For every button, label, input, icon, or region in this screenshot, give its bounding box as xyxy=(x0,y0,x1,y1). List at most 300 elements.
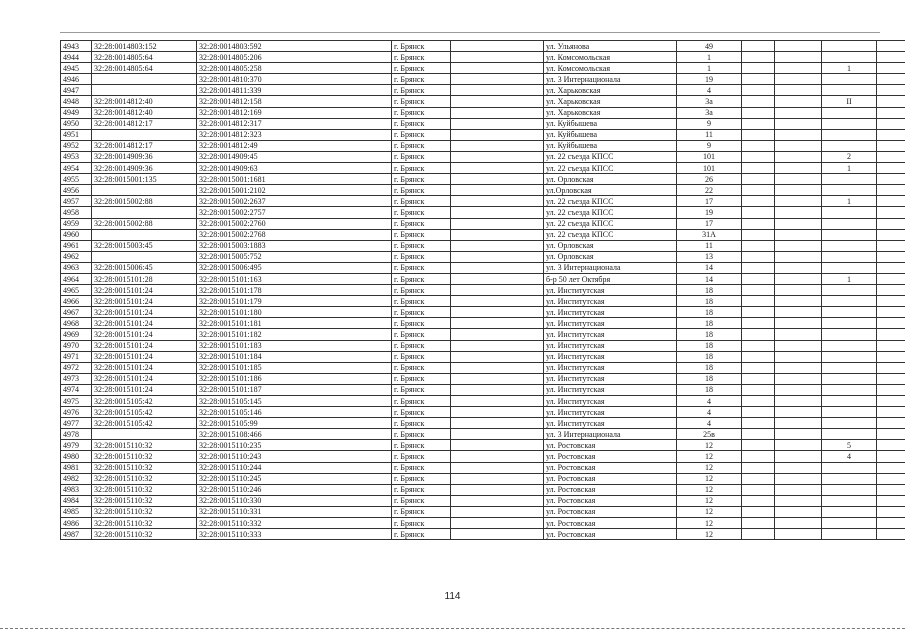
empty-cell xyxy=(775,273,822,284)
empty-cell xyxy=(775,362,822,373)
empty-cell xyxy=(775,207,822,218)
city-cell: г. Брянск xyxy=(392,418,451,429)
city-cell: г. Брянск xyxy=(392,340,451,351)
house-number-cell: 101 xyxy=(677,151,742,162)
empty-cell xyxy=(742,262,775,273)
apartment-cell xyxy=(822,229,877,240)
table-row xyxy=(61,407,905,418)
empty-cell xyxy=(775,329,822,340)
object-cadastral-cell: 32:28:0015101:185 xyxy=(197,362,392,373)
empty-cell xyxy=(775,52,822,63)
street-cell: ул. 22 съезда КПСС xyxy=(544,196,677,207)
apartment-cell xyxy=(822,384,877,395)
city-cell: г. Брянск xyxy=(392,151,451,162)
street-cell: ул. Ростовская xyxy=(544,495,677,506)
city-cell: г. Брянск xyxy=(392,307,451,318)
street-cell: ул. Комсомольская xyxy=(544,63,677,74)
object-cadastral-cell: 32:28:0015105:146 xyxy=(197,407,392,418)
empty-cell xyxy=(877,407,905,418)
parcel-cadastral-cell: 32:28:0014812:40 xyxy=(92,96,197,107)
row-number-cell: 4961 xyxy=(61,240,92,251)
table-row xyxy=(61,384,905,395)
parcel-cadastral-cell: 32:28:0015110:32 xyxy=(92,462,197,473)
city-cell: г. Брянск xyxy=(392,41,451,52)
empty-cell xyxy=(775,451,822,462)
empty-cell xyxy=(877,85,905,96)
object-cadastral-cell: 32:28:0014812:169 xyxy=(197,107,392,118)
empty-cell xyxy=(775,318,822,329)
empty-cell xyxy=(877,96,905,107)
empty-cell xyxy=(451,318,544,329)
table-row xyxy=(61,440,905,451)
empty-cell xyxy=(877,307,905,318)
empty-cell xyxy=(451,285,544,296)
house-number-cell: 17 xyxy=(677,196,742,207)
object-cadastral-cell: 32:28:0015110:235 xyxy=(197,440,392,451)
empty-cell xyxy=(742,418,775,429)
empty-cell xyxy=(877,174,905,185)
object-cadastral-cell: 32:28:0015006:495 xyxy=(197,262,392,273)
table-row xyxy=(61,495,905,506)
table-row xyxy=(61,307,905,318)
row-number-cell: 4953 xyxy=(61,151,92,162)
empty-cell xyxy=(742,185,775,196)
city-cell: г. Брянск xyxy=(392,318,451,329)
apartment-cell xyxy=(822,140,877,151)
city-cell: г. Брянск xyxy=(392,262,451,273)
empty-cell xyxy=(742,74,775,85)
empty-cell xyxy=(775,41,822,52)
parcel-cadastral-cell: 32:28:0015101:24 xyxy=(92,384,197,395)
row-number-cell: 4966 xyxy=(61,296,92,307)
city-cell: г. Брянск xyxy=(392,285,451,296)
apartment-cell xyxy=(822,495,877,506)
city-cell: г. Брянск xyxy=(392,185,451,196)
street-cell: ул. Харьковская xyxy=(544,107,677,118)
street-cell: ул. Ульянова xyxy=(544,41,677,52)
apartment-cell xyxy=(822,318,877,329)
city-cell: г. Брянск xyxy=(392,484,451,495)
parcel-cadastral-cell: 32:28:0014812:17 xyxy=(92,140,197,151)
city-cell: г. Брянск xyxy=(392,373,451,384)
object-cadastral-cell: 32:28:0015101:183 xyxy=(197,340,392,351)
row-number-cell: 4984 xyxy=(61,495,92,506)
empty-cell xyxy=(742,63,775,74)
empty-cell xyxy=(742,518,775,529)
empty-cell xyxy=(775,396,822,407)
parcel-cadastral-cell: 32:28:0015110:32 xyxy=(92,440,197,451)
apartment-cell xyxy=(822,529,877,540)
city-cell: г. Брянск xyxy=(392,129,451,140)
row-number-cell: 4952 xyxy=(61,140,92,151)
apartment-cell xyxy=(822,407,877,418)
table-row xyxy=(61,118,905,129)
apartment-cell: II xyxy=(822,96,877,107)
house-number-cell: 3а xyxy=(677,107,742,118)
table-row xyxy=(61,207,905,218)
apartment-cell: 5 xyxy=(822,440,877,451)
table-row xyxy=(61,41,905,52)
apartment-cell xyxy=(822,240,877,251)
parcel-cadastral-cell: 32:28:0014812:40 xyxy=(92,107,197,118)
row-number-cell: 4976 xyxy=(61,407,92,418)
city-cell: г. Брянск xyxy=(392,85,451,96)
empty-cell xyxy=(451,407,544,418)
empty-cell xyxy=(775,163,822,174)
house-number-cell: 4 xyxy=(677,85,742,96)
house-number-cell: 18 xyxy=(677,351,742,362)
house-number-cell: 18 xyxy=(677,318,742,329)
parcel-cadastral-cell: 32:28:0015006:45 xyxy=(92,262,197,273)
city-cell: г. Брянск xyxy=(392,229,451,240)
empty-cell xyxy=(451,351,544,362)
empty-cell xyxy=(742,251,775,262)
empty-cell xyxy=(877,373,905,384)
table-row xyxy=(61,373,905,384)
street-cell: ул. Ростовская xyxy=(544,484,677,495)
city-cell: г. Брянск xyxy=(392,473,451,484)
table-row xyxy=(61,129,905,140)
empty-cell xyxy=(775,351,822,362)
apartment-cell xyxy=(822,351,877,362)
empty-cell xyxy=(775,262,822,273)
empty-cell xyxy=(775,185,822,196)
row-number-cell: 4965 xyxy=(61,285,92,296)
house-number-cell: 49 xyxy=(677,41,742,52)
empty-cell xyxy=(451,74,544,85)
parcel-cadastral-cell: 32:28:0015101:24 xyxy=(92,340,197,351)
row-number-cell: 4986 xyxy=(61,518,92,529)
parcel-cadastral-cell: 32:28:0015101:24 xyxy=(92,351,197,362)
empty-cell xyxy=(775,118,822,129)
row-number-cell: 4974 xyxy=(61,384,92,395)
street-cell: ул. 22 съезда КПСС xyxy=(544,151,677,162)
apartment-cell xyxy=(822,340,877,351)
house-number-cell: 18 xyxy=(677,296,742,307)
apartment-cell: 1 xyxy=(822,163,877,174)
empty-cell xyxy=(742,484,775,495)
empty-cell xyxy=(451,373,544,384)
empty-cell xyxy=(775,151,822,162)
empty-cell xyxy=(451,140,544,151)
house-number-cell: 9 xyxy=(677,118,742,129)
empty-cell xyxy=(451,196,544,207)
parcel-cadastral-cell: 32:28:0014909:36 xyxy=(92,163,197,174)
table-row xyxy=(61,506,905,517)
empty-cell xyxy=(451,418,544,429)
table-row xyxy=(61,529,905,540)
empty-cell xyxy=(775,340,822,351)
object-cadastral-cell: 32:28:0015110:333 xyxy=(197,529,392,540)
house-number-cell: 19 xyxy=(677,74,742,85)
row-number-cell: 4950 xyxy=(61,118,92,129)
street-cell: ул. 22 съезда КПСС xyxy=(544,163,677,174)
house-number-cell: 18 xyxy=(677,285,742,296)
street-cell: ул. Институтская xyxy=(544,407,677,418)
parcel-cadastral-cell: 32:28:0014812:17 xyxy=(92,118,197,129)
empty-cell xyxy=(451,118,544,129)
empty-cell xyxy=(877,218,905,229)
parcel-cadastral-cell: 32:28:0015101:24 xyxy=(92,296,197,307)
table-row xyxy=(61,296,905,307)
city-cell: г. Брянск xyxy=(392,118,451,129)
street-cell: ул. Институтская xyxy=(544,384,677,395)
empty-cell xyxy=(877,296,905,307)
parcel-cadastral-cell xyxy=(92,185,197,196)
house-number-cell: 3а xyxy=(677,96,742,107)
city-cell: г. Брянск xyxy=(392,163,451,174)
city-cell: г. Брянск xyxy=(392,218,451,229)
street-cell: ул. Институтская xyxy=(544,396,677,407)
street-cell: ул. Куйбышева xyxy=(544,129,677,140)
empty-cell xyxy=(451,85,544,96)
row-number-cell: 4981 xyxy=(61,462,92,473)
object-cadastral-cell: 32:28:0014812:49 xyxy=(197,140,392,151)
apartment-cell xyxy=(822,518,877,529)
empty-cell xyxy=(877,362,905,373)
row-number-cell: 4973 xyxy=(61,373,92,384)
house-number-cell: 12 xyxy=(677,440,742,451)
empty-cell xyxy=(877,518,905,529)
house-number-cell: 18 xyxy=(677,329,742,340)
empty-cell xyxy=(775,384,822,395)
table-row xyxy=(61,273,905,284)
empty-cell xyxy=(742,285,775,296)
empty-cell xyxy=(742,96,775,107)
empty-cell xyxy=(742,506,775,517)
empty-cell xyxy=(775,240,822,251)
street-cell: ул. Орловская xyxy=(544,251,677,262)
empty-cell xyxy=(451,129,544,140)
house-number-cell: 4 xyxy=(677,396,742,407)
apartment-cell xyxy=(822,41,877,52)
empty-cell xyxy=(451,185,544,196)
empty-cell xyxy=(451,63,544,74)
apartment-cell: 4 xyxy=(822,451,877,462)
empty-cell xyxy=(877,273,905,284)
parcel-cadastral-cell: 32:28:0015101:24 xyxy=(92,362,197,373)
street-cell: ул. 3 Интернационала xyxy=(544,429,677,440)
object-cadastral-cell: 32:28:0015110:330 xyxy=(197,495,392,506)
table-row xyxy=(61,351,905,362)
object-cadastral-cell: 32:28:0015001:1681 xyxy=(197,174,392,185)
row-number-cell: 4963 xyxy=(61,262,92,273)
city-cell: г. Брянск xyxy=(392,96,451,107)
row-number-cell: 4968 xyxy=(61,318,92,329)
empty-cell xyxy=(451,273,544,284)
city-cell: г. Брянск xyxy=(392,407,451,418)
house-number-cell: 12 xyxy=(677,518,742,529)
table-row xyxy=(61,429,905,440)
city-cell: г. Брянск xyxy=(392,251,451,262)
object-cadastral-cell: 32:28:0014805:206 xyxy=(197,52,392,63)
apartment-cell xyxy=(822,462,877,473)
street-cell: ул. Орловская xyxy=(544,174,677,185)
apartment-cell xyxy=(822,473,877,484)
table-row xyxy=(61,451,905,462)
empty-cell xyxy=(742,396,775,407)
parcel-cadastral-cell: 32:28:0015101:24 xyxy=(92,329,197,340)
empty-cell xyxy=(451,163,544,174)
street-cell: ул. Институтская xyxy=(544,351,677,362)
apartment-cell xyxy=(822,429,877,440)
house-number-cell: 12 xyxy=(677,495,742,506)
empty-cell xyxy=(742,462,775,473)
table-row xyxy=(61,140,905,151)
empty-cell xyxy=(451,506,544,517)
street-cell: ул. Комсомольская xyxy=(544,52,677,63)
row-number-cell: 4972 xyxy=(61,362,92,373)
empty-cell xyxy=(877,440,905,451)
empty-cell xyxy=(877,251,905,262)
row-number-cell: 4957 xyxy=(61,196,92,207)
object-cadastral-cell: 32:28:0015101:184 xyxy=(197,351,392,362)
empty-cell xyxy=(877,163,905,174)
object-cadastral-cell: 32:28:0015105:145 xyxy=(197,396,392,407)
apartment-cell xyxy=(822,307,877,318)
empty-cell xyxy=(451,41,544,52)
row-number-cell: 4949 xyxy=(61,107,92,118)
empty-cell xyxy=(451,440,544,451)
row-number-cell: 4956 xyxy=(61,185,92,196)
object-cadastral-cell: 32:28:0015101:187 xyxy=(197,384,392,395)
apartment-cell xyxy=(822,74,877,85)
empty-cell xyxy=(877,262,905,273)
house-number-cell: 4 xyxy=(677,407,742,418)
empty-cell xyxy=(742,362,775,373)
object-cadastral-cell: 32:28:0015002:2637 xyxy=(197,196,392,207)
object-cadastral-cell: 32:28:0014909:45 xyxy=(197,151,392,162)
parcel-cadastral-cell: 32:28:0015101:24 xyxy=(92,285,197,296)
object-cadastral-cell: 32:28:0015110:243 xyxy=(197,451,392,462)
row-number-cell: 4944 xyxy=(61,52,92,63)
table-row xyxy=(61,163,905,174)
city-cell: г. Брянск xyxy=(392,174,451,185)
empty-cell xyxy=(451,362,544,373)
empty-cell xyxy=(742,129,775,140)
parcel-cadastral-cell: 32:28:0015101:24 xyxy=(92,318,197,329)
house-number-cell: 11 xyxy=(677,129,742,140)
empty-cell xyxy=(877,329,905,340)
empty-cell xyxy=(451,151,544,162)
row-number-cell: 4958 xyxy=(61,207,92,218)
street-cell: ул. Институтская xyxy=(544,329,677,340)
house-number-cell: 12 xyxy=(677,506,742,517)
empty-cell xyxy=(742,107,775,118)
parcel-cadastral-cell: 32:28:0015105:42 xyxy=(92,418,197,429)
city-cell: г. Брянск xyxy=(392,495,451,506)
empty-cell xyxy=(742,218,775,229)
empty-cell xyxy=(877,396,905,407)
house-number-cell: 22 xyxy=(677,185,742,196)
street-cell: ул. Ростовская xyxy=(544,529,677,540)
empty-cell xyxy=(877,285,905,296)
row-number-cell: 4948 xyxy=(61,96,92,107)
table-row xyxy=(61,262,905,273)
parcel-cadastral-cell xyxy=(92,251,197,262)
row-number-cell: 4983 xyxy=(61,484,92,495)
empty-cell xyxy=(742,41,775,52)
parcel-cadastral-cell: 32:28:0015101:28 xyxy=(92,273,197,284)
house-number-cell: 12 xyxy=(677,529,742,540)
empty-cell xyxy=(877,107,905,118)
parcel-cadastral-cell: 32:28:0015105:42 xyxy=(92,396,197,407)
apartment-cell xyxy=(822,484,877,495)
apartment-cell xyxy=(822,418,877,429)
empty-cell xyxy=(742,429,775,440)
row-number-cell: 4979 xyxy=(61,440,92,451)
empty-cell xyxy=(742,451,775,462)
city-cell: г. Брянск xyxy=(392,518,451,529)
object-cadastral-cell: 32:28:0014812:323 xyxy=(197,129,392,140)
house-number-cell: 14 xyxy=(677,262,742,273)
table-row xyxy=(61,85,905,96)
empty-cell xyxy=(877,229,905,240)
city-cell: г. Брянск xyxy=(392,529,451,540)
house-number-cell: 13 xyxy=(677,251,742,262)
empty-cell xyxy=(742,229,775,240)
object-cadastral-cell: 32:28:0015110:246 xyxy=(197,484,392,495)
empty-cell xyxy=(451,229,544,240)
apartment-cell xyxy=(822,373,877,384)
table-row xyxy=(61,96,905,107)
empty-cell xyxy=(742,473,775,484)
apartment-cell: 1 xyxy=(822,196,877,207)
parcel-cadastral-cell: 32:28:0015002:88 xyxy=(92,218,197,229)
street-cell: ул. Институтская xyxy=(544,418,677,429)
row-number-cell: 4980 xyxy=(61,451,92,462)
empty-cell xyxy=(877,529,905,540)
row-number-cell: 4969 xyxy=(61,329,92,340)
house-number-cell: 12 xyxy=(677,462,742,473)
bottom-rule xyxy=(0,628,905,629)
city-cell: г. Брянск xyxy=(392,207,451,218)
street-cell: ул. Ростовская xyxy=(544,440,677,451)
parcel-cadastral-cell: 32:28:0014805:64 xyxy=(92,52,197,63)
property-register-sheet xyxy=(60,40,880,540)
table-row xyxy=(61,473,905,484)
apartment-cell: 1 xyxy=(822,273,877,284)
parcel-cadastral-cell xyxy=(92,85,197,96)
object-cadastral-cell: 32:28:0015005:752 xyxy=(197,251,392,262)
empty-cell xyxy=(775,429,822,440)
empty-cell xyxy=(877,340,905,351)
street-cell: ул. Институтская xyxy=(544,362,677,373)
parcel-cadastral-cell xyxy=(92,229,197,240)
city-cell: г. Брянск xyxy=(392,74,451,85)
empty-cell xyxy=(742,85,775,96)
empty-cell xyxy=(451,107,544,118)
parcel-cadastral-cell: 32:28:0015002:88 xyxy=(92,196,197,207)
empty-cell xyxy=(451,518,544,529)
object-cadastral-cell: 32:28:0015101:186 xyxy=(197,373,392,384)
house-number-cell: 17 xyxy=(677,218,742,229)
street-cell: ул. 22 съезда КПСС xyxy=(544,229,677,240)
street-cell: б-р 50 лет Октября xyxy=(544,273,677,284)
parcel-cadastral-cell: 32:28:0015110:32 xyxy=(92,506,197,517)
property-register-table xyxy=(60,40,905,540)
house-number-cell: 25в xyxy=(677,429,742,440)
apartment-cell xyxy=(822,52,877,63)
table-row xyxy=(61,240,905,251)
empty-cell xyxy=(742,440,775,451)
street-cell: ул. Ростовская xyxy=(544,473,677,484)
table-row xyxy=(61,362,905,373)
empty-cell xyxy=(877,129,905,140)
empty-cell xyxy=(742,329,775,340)
apartment-cell: 2 xyxy=(822,151,877,162)
empty-cell xyxy=(742,273,775,284)
